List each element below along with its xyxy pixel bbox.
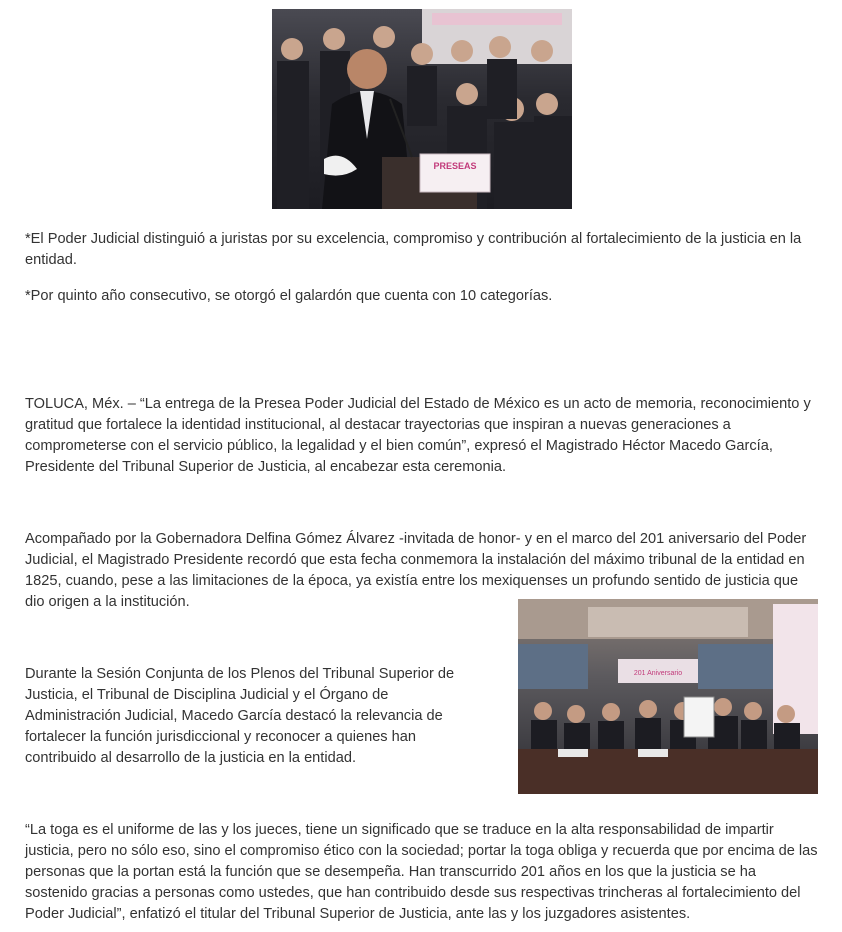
podium-sign-text: PRESEAS xyxy=(433,161,477,171)
award-scene-illustration xyxy=(518,599,818,794)
paragraph-toluca: TOLUCA, Méx. – “La entrega de la Presea Poder Judicial del Estado de México es un acto de memoria, reconocimiento y gratitud que fortalece la identidad institucional, al destacar trayectorias que inspiran a nuevas generaciones a comprometerse con el servicio público, la legalidad y el bien común”, expresó el Magistrado Héctor Macedo García, Presidente del Tribunal Superior de Justicia, al encabezar esta ceremonia. xyxy=(25,396,811,475)
highlight-1: *El Poder Judicial distinguió a juristas por su excelencia, compromiso y contribución al fortalecimiento de la justicia en la entidad. xyxy=(25,231,802,268)
paragraph-toga-quote: “La toga es el uniforme de las y los jueces, tiene un significado que se traduce en la alta responsabilidad de impartir justicia, pero no sólo eso, sino el compromiso ético con la sociedad; portar la toga obliga y recuerda que por encima de las personas que la portan está la función que se desempeña. Han transcurrido 201 años en los que la justicia se ha sostenido gracias a personas como ustedes, que han contribuido desde sus respectivas trincheras al fortalecimiento del Poder Judicial”, enfatizó el titular del Tribunal Superior de Justicia, ante las y los juzgadores asistentes. xyxy=(25,822,818,922)
highlight-2: *Por quinto año consecutivo, se otorgó el galardón que cuenta con 10 categorías. xyxy=(25,288,553,304)
paragraph-sesion-conjunta: Durante la Sesión Conjunta de los Plenos del Tribunal Superior de Justicia, el Tribunal de Disciplina Judicial y el Órgano de Administración Judicial, Macedo García destacó la relevancia de fortalecer la función jurisdiccional y reconocer a quienes han contribuido al desarrollo de la justicia en la entidad. xyxy=(25,666,455,766)
ceremony-speaker-photo xyxy=(272,9,572,209)
banner-text: 201 Aniversario xyxy=(633,670,683,677)
paragraph-acompanado: Acompañado por la Gobernadora Delfina Gómez Álvarez -invitada de honor- y en el marco del 201 aniversario del Poder Judicial, el Magistrado Presidente recordó que esta fecha conmemora la instalación del máximo tribunal de la entidad en 1825, cuando, pese a las limitaciones de la época, ya existía entre los mexiquenses un profundo sentido de justicia que dio origen a la institución. xyxy=(25,531,807,610)
award-group-photo xyxy=(518,599,818,794)
speaker-scene-illustration xyxy=(272,9,572,209)
